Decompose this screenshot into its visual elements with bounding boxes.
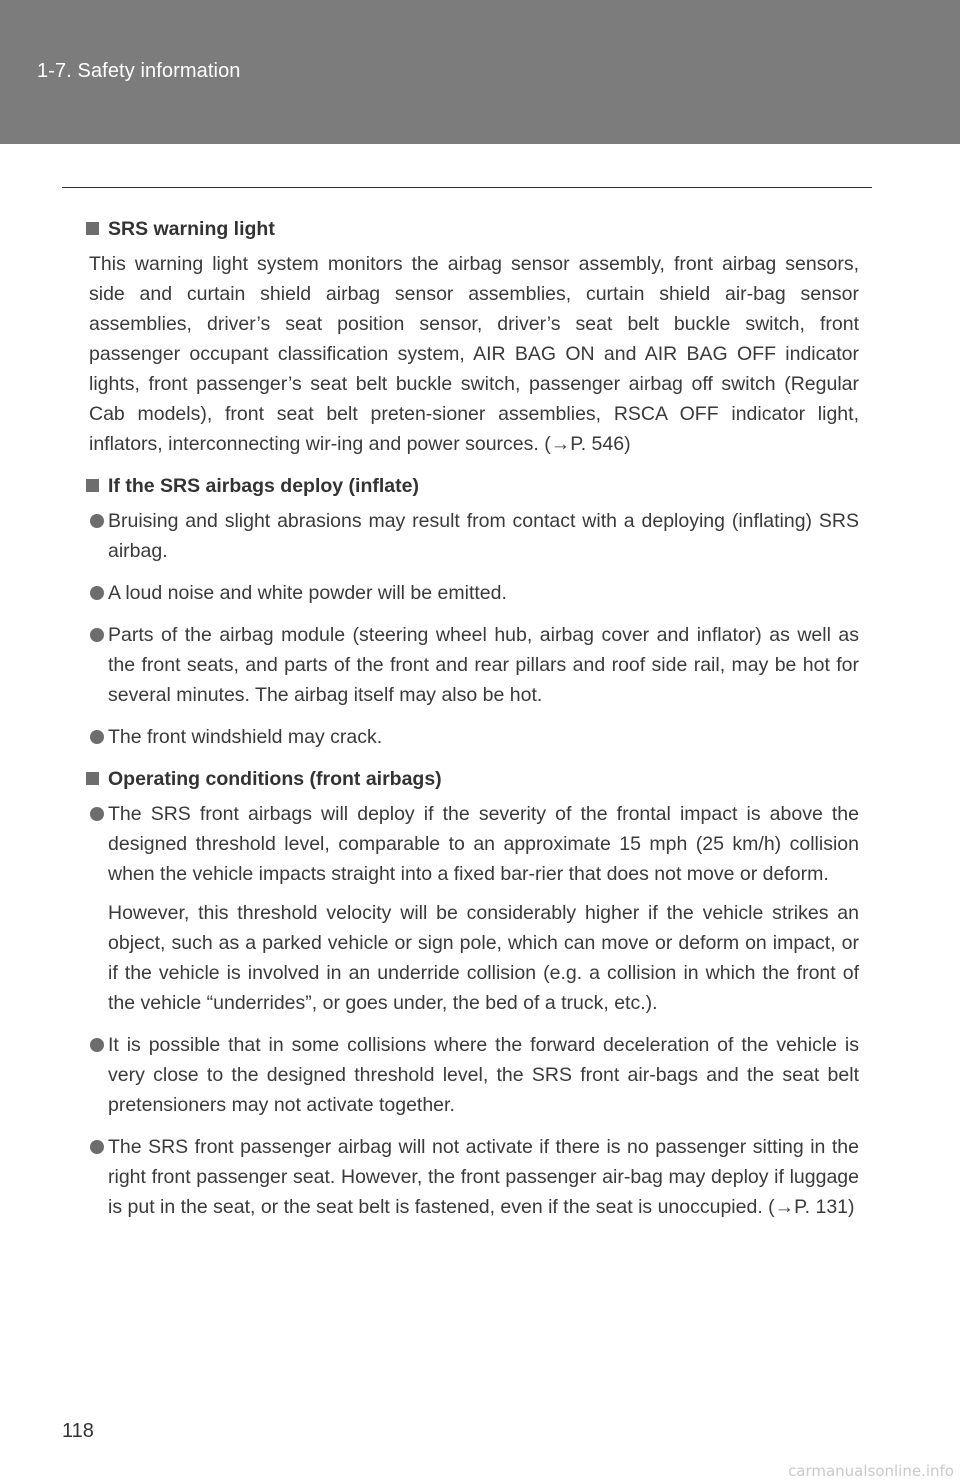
watermark: carmanualsonline.info: [788, 1462, 954, 1480]
circle-bullet-icon: [90, 514, 104, 528]
circle-bullet-icon: [90, 586, 104, 600]
list-item: [86, 506, 859, 566]
topic-srs-warning-light: [86, 214, 859, 459]
square-bullet-icon: [86, 222, 99, 235]
list-item-text: The SRS front airbags will deploy if the severity of the frontal impact is above the designed threshold level, comparable to an approximate 15 mph (25 km/h) collision when the vehicle impacts straight into a fixed bar-rier that does not move or deform.: [108, 803, 859, 885]
circle-bullet-icon: [90, 1140, 104, 1154]
topic-title: Operating conditions (front airbags): [108, 768, 442, 790]
topic-paragraph: This warning light system monitors the airbag sensor assembly, front airbag sensors, side and curtain shield airbag sensor assemblies, curtain shield air-bag sensor assemblies, driver’s seat position sensor, driver’s seat belt buckle switch, front passenger occupant classification system, AIR BAG ON and AIR BAG OFF indicator lights, front passenger’s seat belt buckle switch, passenger airbag off switch (Regular Cab models), front seat belt preten-sioner assemblies, RSCA OFF indicator light, inflators, interconnecting wir-ing and power sources. (→P. 546): [89, 253, 859, 455]
list-item-text: Parts of the airbag module (steering wheel hub, airbag cover and inflator) as well as the front seats, and parts of the front and rear pillars and roof side rail, may be hot for several minutes. The airbag itself may also be hot.: [108, 624, 859, 706]
list-item: [86, 578, 859, 608]
section-label: 1-7. Safety information: [37, 60, 241, 82]
topic-heading: [86, 764, 859, 794]
page-number: 118: [62, 1420, 94, 1442]
topic-heading: [86, 214, 859, 244]
list-item-text: Bruising and slight abrasions may result from contact with a deploying (inflating) SRS airbag.: [108, 510, 859, 562]
topic-title: SRS warning light: [108, 218, 275, 240]
list-item-text: It is possible that in some collisions where the forward deceleration of the vehicle is very close to the designed threshold level, the SRS front air-bags and the seat belt pretensioners may not activate together.: [108, 1034, 859, 1116]
list-item-text: The SRS front passenger airbag will not activate if there is no passenger sitting in the right front passenger seat. However, the front passenger air-bag may deploy if luggage is put in the seat, or the seat belt is fastened, even if the seat is unoccupied. (→P. 131): [108, 1136, 859, 1218]
page-content: [86, 214, 859, 1234]
topic-title: If the SRS airbags deploy (inflate): [108, 475, 419, 497]
list-item-text: A loud noise and white powder will be emitted.: [108, 582, 507, 604]
list-item: [86, 1132, 859, 1222]
list-item-text: The front windshield may crack.: [108, 726, 383, 748]
header-rule: [62, 187, 872, 188]
circle-bullet-icon: [90, 730, 104, 744]
list-item: [86, 799, 859, 1018]
square-bullet-icon: [86, 772, 99, 785]
circle-bullet-icon: [90, 628, 104, 642]
circle-bullet-icon: [90, 807, 104, 821]
topic-airbags-deploy: [86, 471, 859, 752]
topic-heading: [86, 471, 859, 501]
list-item: [86, 620, 859, 710]
topic-operating-conditions: [86, 764, 859, 1222]
list-item: [86, 722, 859, 752]
page-header: [0, 0, 960, 144]
circle-bullet-icon: [90, 1038, 104, 1052]
list-item: [86, 1030, 859, 1120]
list-item-continuation: However, this threshold velocity will be considerably higher if the vehicle strikes an object, such as a parked vehicle or sign pole, which can move or deform on impact, or if the vehicle is involved in an underride collision (e.g. a collision in which the front of the vehicle “underrides”, or goes under, the bed of a truck, etc.).: [108, 902, 859, 1014]
square-bullet-icon: [86, 479, 99, 492]
